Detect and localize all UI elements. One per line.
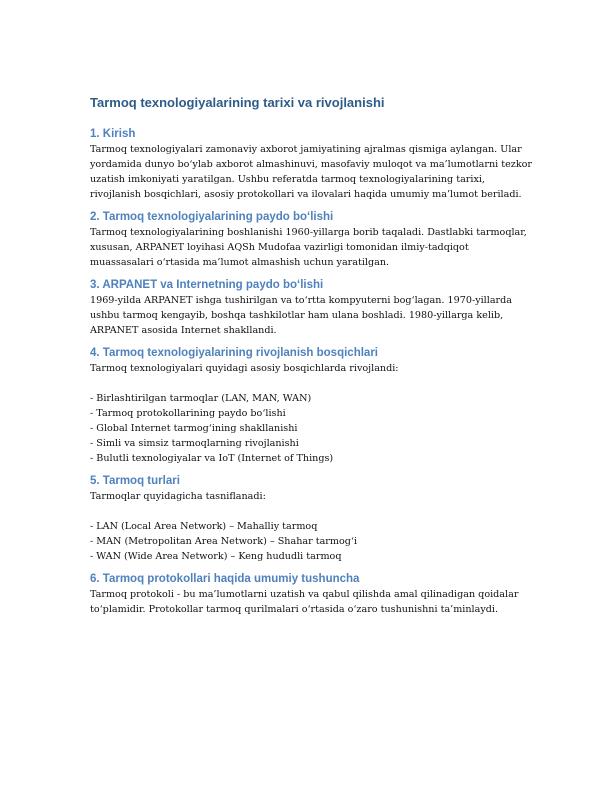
section-heading: 1. Kirish (90, 128, 136, 140)
section-paragraph: Tarmoq protokoli - bu ma’lumotlarni uzatish va qabul qilishda amal qilinadigan qoidalar to‘plamidir. Protokollar tarmoq qurilmalari o‘rtasida o‘zaro tushunishni ta’minlaydi. (90, 589, 519, 615)
list-item: - Simli va simsiz tarmoqlarning rivojlanishi (90, 438, 299, 449)
section-paragraph: Tarmoq texnologiyalarining boshlanishi 1960-yillarga borib taqaladi. Dastlabki tarmoqlar, xususan, ARPANET loyihasi AQSh Mudofaa vazirligi tomonidan ilmiy-tadqiqot muassasalari o‘rtasida ma’lumot almashish uchun yaratilgan. (90, 227, 527, 268)
section-kirish (90, 127, 532, 202)
list-item: - LAN (Local Area Network) – Mahalliy tarmoq (90, 521, 318, 532)
stages-list (90, 391, 532, 466)
section-paydo-bolishi (90, 210, 532, 270)
section-tarmoq-turlari (90, 474, 532, 564)
list-item: - MAN (Metropolitan Area Network) – Shahar tarmog‘i (90, 536, 358, 547)
section-heading: 3. ARPANET va Internetning paydo bo‘lishi (90, 279, 324, 291)
section-paragraph: 1969-yilda ARPANET ishga tushirilgan va to‘rtta kompyuterni bog‘lagan. 1970-yillarda ushbu tarmoq kengayib, boshqa tashkilotlar ham ulana boshladi. 1980-yillarga kelib, ARPANET asosida Internet shakllandi. (90, 295, 512, 336)
section-heading: 5. Tarmoq turlari (90, 475, 180, 487)
section-arpanet (90, 278, 532, 338)
section-heading: 6. Tarmoq protokollari haqida umumiy tushuncha (90, 573, 360, 585)
list-item: - Bulutli texnologiyalar va IoT (Internet of Things) (90, 453, 334, 464)
section-heading: 2. Tarmoq texnologiyalarining paydo bo‘lishi (90, 211, 334, 223)
section-paragraph: Tarmoq texnologiyalari zamonaviy axborot jamiyatining ajralmas qismiga aylangan. Ular yordamida dunyo bo‘ylab axborot almashinuvi, masofaviy muloqot va ma’lumotlarni tezkor uzatish imkoniyati yaratilgan. Ushbu referatda tarmoq texnologiyalarining tarixi, rivojlanish bosqichlari, asosiy protokollari va ilovalari haqida umumiy ma’lumot beriladi. (90, 144, 533, 200)
document-title: Tarmoq texnologiyalarining tarixi va rivojlanishi (90, 95, 385, 110)
list-item: - Birlashtirilgan tarmoqlar (LAN, MAN, WAN) (90, 393, 312, 404)
list-item: - WAN (Wide Area Network) – Keng hududli tarmoq (90, 551, 342, 562)
section-paragraph: Tarmoq texnologiyalari quyidagi asosiy bosqichlarda rivojlandi: (90, 363, 399, 374)
section-paragraph: Tarmoqlar quyidagicha tasniflanadi: (90, 491, 266, 502)
list-item: - Tarmoq protokollarining paydo bo‘lishi (90, 408, 286, 419)
section-heading: 4. Tarmoq texnologiyalarining rivojlanish bosqichlari (90, 347, 378, 359)
list-item: - Global Internet tarmog‘ining shakllanishi (90, 423, 298, 434)
section-rivojlanish-bosqichlari (90, 346, 532, 466)
section-protokollar (90, 572, 532, 617)
network-types-list (90, 519, 532, 564)
